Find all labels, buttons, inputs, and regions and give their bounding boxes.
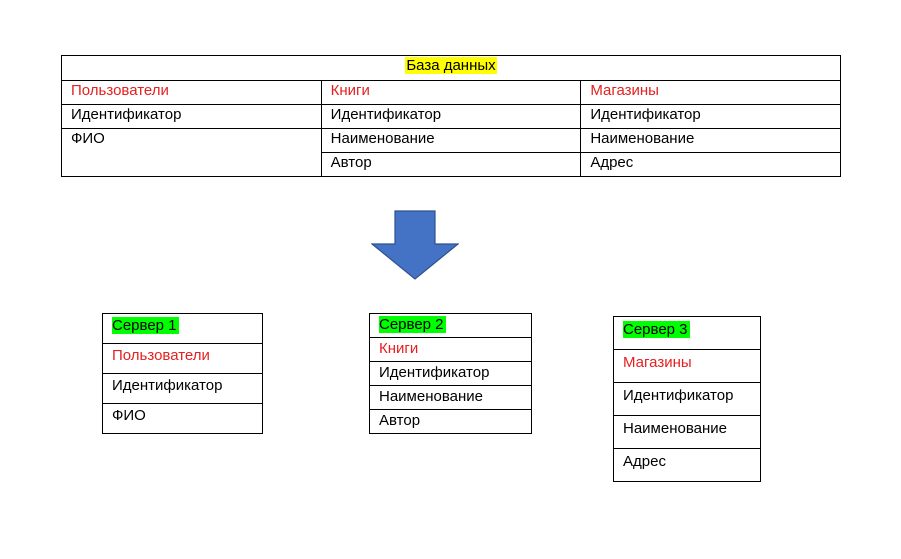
database-table	[61, 55, 841, 177]
server-3-field-id: Идентификатор	[614, 383, 761, 416]
server-3-name-cell	[614, 317, 761, 350]
stores-field-name: Наименование	[581, 129, 841, 153]
books-table-header: Книги	[321, 81, 581, 105]
server-1-name-cell	[103, 314, 263, 344]
server-2-name: Сервер 2	[379, 316, 444, 333]
users-field-fio: ФИО	[62, 129, 322, 177]
server-3-table-name: Магазины	[614, 350, 761, 383]
server-1-table-name: Пользователи	[103, 344, 263, 374]
server-3-name: Сервер 3	[623, 321, 688, 338]
server-3-field-name: Наименование	[614, 416, 761, 449]
server-1-table	[102, 313, 263, 434]
server-2-field-author: Автор	[370, 410, 532, 434]
server-2-table-name: Книги	[370, 338, 532, 362]
server-1-name: Сервер 1	[112, 317, 177, 334]
table-header-row	[62, 81, 841, 105]
books-field-name: Наименование	[321, 129, 581, 153]
server-3-field-address: Адрес	[614, 449, 761, 482]
server-2-name-cell	[370, 314, 532, 338]
server-1-field-fio: ФИО	[103, 404, 263, 434]
users-field-id: Идентификатор	[62, 105, 322, 129]
stores-table-header: Магазины	[581, 81, 841, 105]
users-table-header: Пользователи	[62, 81, 322, 105]
server-2-field-name: Наименование	[370, 386, 532, 410]
field-row	[62, 129, 841, 153]
server-3-table	[613, 316, 761, 482]
stores-field-id: Идентификатор	[581, 105, 841, 129]
server-1-field-id: Идентификатор	[103, 374, 263, 404]
server-2-field-id: Идентификатор	[370, 362, 532, 386]
database-title: База данных	[406, 57, 496, 74]
down-arrow-icon	[371, 210, 459, 280]
books-field-author: Автор	[321, 153, 581, 177]
books-field-id: Идентификатор	[321, 105, 581, 129]
field-row	[62, 105, 841, 129]
stores-field-address: Адрес	[581, 153, 841, 177]
database-title-cell	[62, 56, 841, 81]
database-title-row	[62, 56, 841, 81]
server-2-table	[369, 313, 532, 434]
